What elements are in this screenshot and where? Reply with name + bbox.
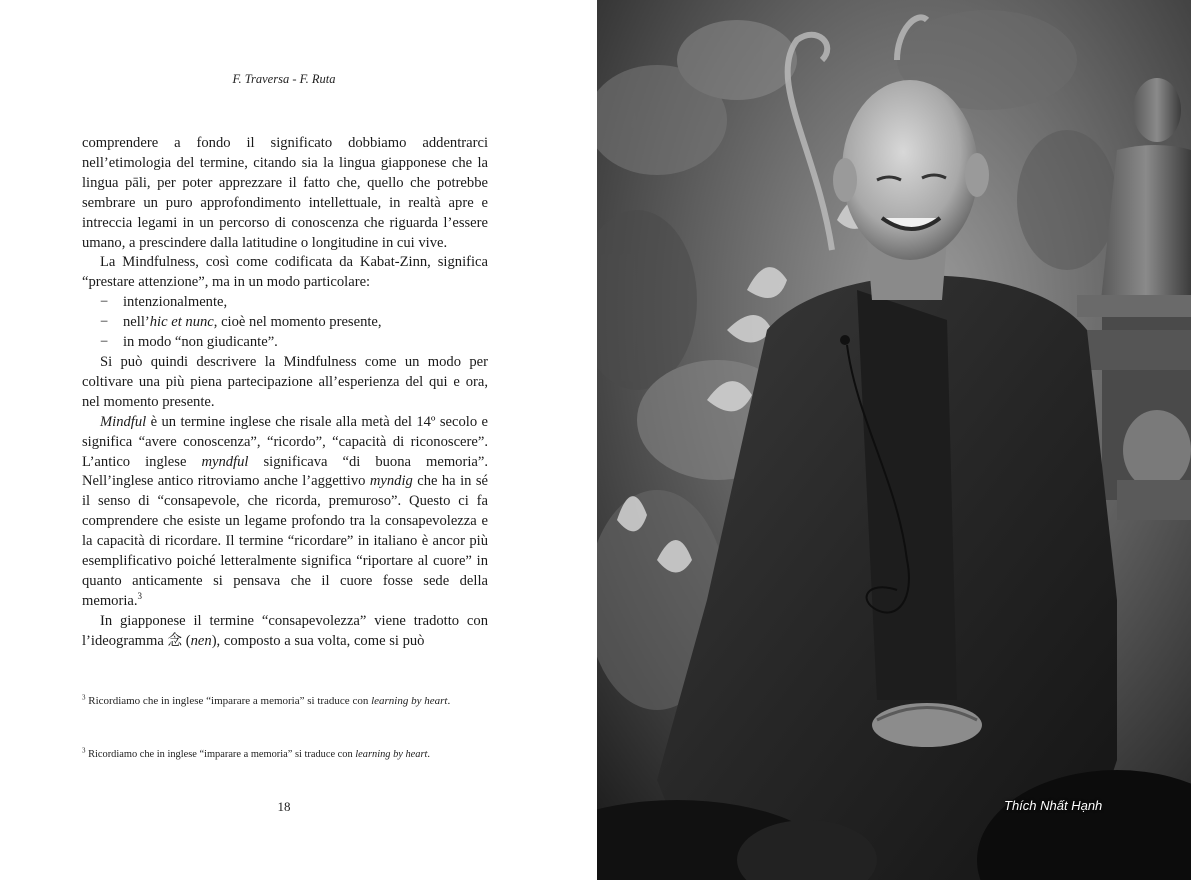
- dash-bullet: −: [100, 314, 109, 331]
- footnote-italic: learning by heart: [355, 749, 428, 760]
- paragraph-3: Si può quindi descrivere la Mindfulness come un modo per coltivare una più piena partecipazione all’esperienza del qui e ora, nel momento presente.: [82, 353, 488, 410]
- paragraph-4: [82, 413, 488, 612]
- list-item: [82, 293, 488, 313]
- page-number: 18: [277, 799, 291, 814]
- footnote-end: .: [447, 695, 451, 707]
- paragraph-text: che ha in sé il senso di “consapevole, che ricorda, premuroso”. Questo ci fa comprendere che esiste un legame profondo tra la consapevolezza e la capacità di ricordare. Il termine “ricordare” in italiano è ancor più esemplificativo poiché letteralmente significa “riportare al cuore” in quanto anticamente si pensava che il cuore fosse sede della memoria.: [82, 473, 488, 609]
- paragraph-text: è un termine inglese che risale alla metà del 14º secolo e significa “avere conoscenza”, “ricordo”, “capacità di riconoscere”. L’antico inglese: [82, 413, 488, 470]
- bullet-list: [82, 293, 488, 353]
- italic-term: hic et nunc: [149, 314, 214, 331]
- paragraph-text: significava “di buona memoria”. Nell’inglese antico ritroviamo anche l’aggettivo: [82, 453, 488, 490]
- list-item-text: , cioè nel momento presente,: [213, 314, 382, 331]
- footnote-italic: learning by heart: [371, 695, 448, 707]
- right-page: [597, 0, 1191, 880]
- footnote-ref[interactable]: 3: [137, 590, 143, 601]
- paragraph-1: comprendere a fondo il significato dobbiamo addentrarci nell’etimologia del termine, citando sia la lingua giapponese che la lingua pāli, per poter apprezzare il fatto che, quello che potrebbe sembrare un puro approfondimento intellettuale, in realtà apre e intreccia legami in un percorso di conoscenza che riguarda l’essere umano, a prescindere dalla latitudine o longitudine in cui vive.: [82, 135, 488, 251]
- paragraph-2: La Mindfulness, così come codificata da Kabat-Zinn, significa “prestare attenzione”, ma in un modo particolare:: [82, 254, 488, 291]
- dash-bullet: −: [100, 294, 109, 311]
- footnote-number: 3: [82, 746, 86, 755]
- italic-term: myndig: [369, 473, 413, 490]
- photo-caption: Thích Nhất Hạnh: [1004, 798, 1103, 813]
- footnote-text: Ricordiamo che in inglese “imparare a memoria” si traduce con: [85, 695, 372, 707]
- list-item-text: in modo “non giudicante”.: [123, 334, 278, 351]
- paragraph-text: ), composto a sua volta, come si può: [211, 632, 425, 649]
- list-item-text: nell’: [123, 314, 150, 331]
- footnote-end: .: [427, 749, 431, 760]
- list-item-text: intenzionalmente,: [123, 294, 228, 311]
- footnote: [82, 694, 502, 708]
- running-header: F. Traversa - F. Ruta: [232, 72, 336, 86]
- paragraph-5: [82, 612, 488, 652]
- body-text: [82, 134, 488, 652]
- list-item: [82, 313, 488, 333]
- monk-portrait-photo: [597, 0, 1191, 880]
- paragraph-text: In giapponese il termine “consapevolezza” viene tradotto con l’ideogramma 念 (: [82, 612, 488, 649]
- italic-term: Mindful: [100, 413, 147, 430]
- list-item: [82, 333, 488, 353]
- footnote-text: Ricordiamo che in inglese “imparare a memoria” si traduce con: [85, 749, 356, 760]
- footnote-number: 3: [82, 693, 86, 702]
- italic-term: nen: [190, 632, 212, 649]
- italic-term: myndful: [201, 453, 249, 470]
- dash-bullet: −: [100, 334, 109, 351]
- footnote-duplicate: [82, 748, 502, 762]
